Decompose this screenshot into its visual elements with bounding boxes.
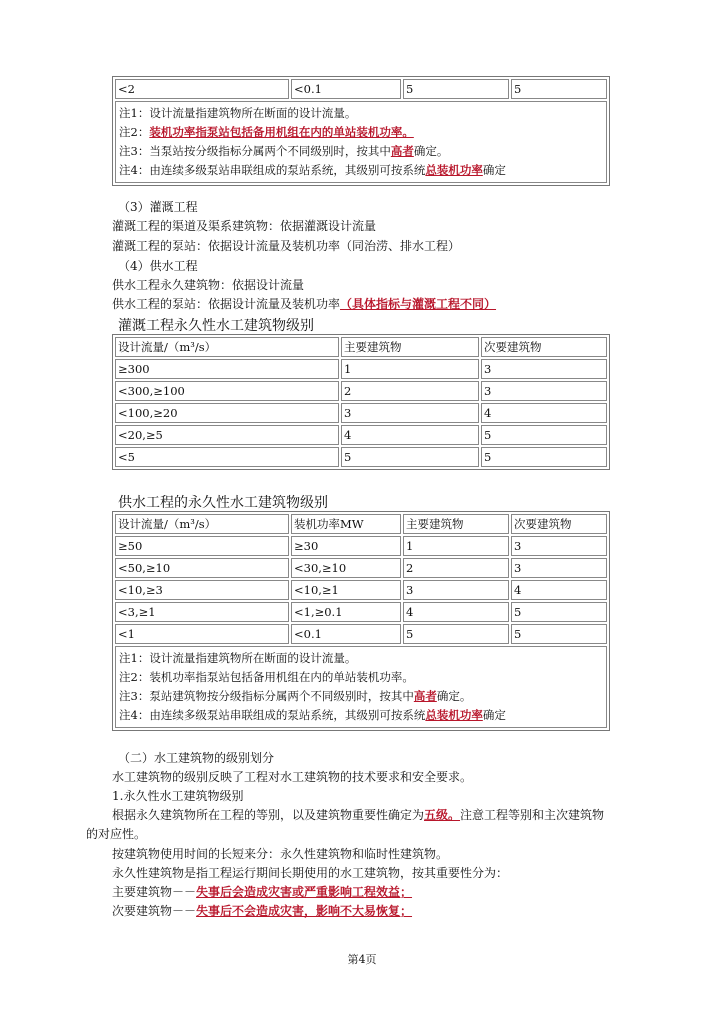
permanent-building-definition: 永久性建筑物是指工程运行期间长期使用的水工建筑物，按其重要性分为： [112,866,509,880]
table-cell: ≥50 [115,536,289,556]
water-supply-table-caption: 供水工程的永久性水工建筑物级别 [118,495,328,511]
table-row [115,425,607,445]
table-cell: 4 [511,580,607,600]
table-cell: 3 [403,580,509,600]
permanent-grade-paragraph: 根据永久建筑物所在工程的等别，以及建筑物重要性确定为五级。注意工程等别和主次建筑物 [112,808,605,822]
main-building-line: 主要建筑物－－失事后会造成灾害或严重影响工程效益； [112,885,413,899]
header-cell: 主要建筑物 [341,337,479,357]
table-cell: 5 [341,447,479,467]
table-cell: <300,≥100 [115,381,339,401]
table-header-row [115,337,607,357]
pump-station-grade-table-tail [112,76,610,186]
table-cell: 5 [511,624,607,644]
table-cell: 1 [403,536,509,556]
table-cell: 4 [481,403,607,423]
note-1: 注1：设计流量指建筑物所在断面的设计流量。 [119,651,357,665]
table-cell: ≥300 [115,359,339,379]
table-row [115,79,607,99]
table-header-row [115,514,607,534]
table-cell: 3 [511,558,607,578]
table-cell: <5 [115,447,339,467]
table-cell: 2 [403,558,509,578]
table-row [115,359,607,379]
irrigation-grade-table [112,334,610,470]
permanent-grade-paragraph-cont: 的对应性。 [86,827,147,841]
notes-row [115,646,607,728]
table-cell: 5 [403,79,509,99]
table-cell: 5 [403,624,509,644]
table-cell: <30,≥10 [291,558,401,578]
notes-row [115,101,607,183]
table-cell: <10,≥1 [291,580,401,600]
table-row [115,381,607,401]
permanent-grade-subheading: 1.永久性水工建筑物级别 [112,789,244,803]
table-row [115,447,607,467]
water-supply-line-2: 供水工程的泵站：依据设计流量及装机功率（具体指标与灌溉工程不同） [112,297,497,311]
water-supply-line-1: 供水工程永久建筑物：依据设计流量 [112,278,305,292]
note-4: 注4：由连续多级泵站串联组成的泵站系统，其级别可按系统总装机功率确定 [119,163,506,177]
header-cell: 设计流量/（m³/s） [115,337,339,357]
table-cell: 2 [341,381,479,401]
grade-division-heading: （二）水工建筑物的级别划分 [118,751,275,765]
table-cell: 3 [341,403,479,423]
table-cell: <10,≥3 [115,580,289,600]
table-cell: 5 [511,602,607,622]
irrigation-heading: （3）灌溉工程 [118,200,198,214]
table-row [115,558,607,578]
table-cell: 5 [481,425,607,445]
table-cell: 5 [481,447,607,467]
table-cell: 4 [341,425,479,445]
grade-division-intro: 水工建筑物的级别反映了工程对水工建筑物的技术要求和安全要求。 [112,770,473,784]
water-supply-grade-table [112,511,610,731]
note-2: 注2：装机功率指泵站包括备用机组在内的单站装机功率。 [119,670,414,684]
header-cell: 主要建筑物 [403,514,509,534]
secondary-building-line: 次要建筑物－－失事后不会造成灾害，影响不大易恢复； [112,904,413,918]
irrigation-table-caption: 灌溉工程永久性水工建筑物级别 [118,318,314,334]
note-3: 注3：泵站建筑物按分级指标分属两个不同级别时，按其中高者确定。 [119,689,472,703]
table-cell: 3 [481,359,607,379]
header-cell: 次要建筑物 [481,337,607,357]
note-1: 注1：设计流量指建筑物所在断面的设计流量。 [119,106,357,120]
note-4: 注4：由连续多级泵站串联组成的泵站系统，其级别可按系统总装机功率确定 [119,708,506,722]
table-cell: 3 [481,381,607,401]
table-cell: 3 [511,536,607,556]
table-row [115,602,607,622]
note-2: 注2：装机功率指泵站包括备用机组在内的单站装机功率。 [119,125,414,139]
table-cell: <20,≥5 [115,425,339,445]
header-cell: 设计流量/（m³/s） [115,514,289,534]
table-row [115,536,607,556]
notes-cell [115,646,607,728]
note-3: 注3：当泵站按分级指标分属两个不同级别时，按其中高者确定。 [119,144,449,158]
table-cell: <50,≥10 [115,558,289,578]
page-number: 第4页 [347,953,377,966]
header-cell: 次要建筑物 [511,514,607,534]
header-cell: 装机功率MW [291,514,401,534]
table-cell: <3,≥1 [115,602,289,622]
table-cell: 5 [511,79,607,99]
table-cell: 4 [403,602,509,622]
table-row [115,580,607,600]
irrigation-line-2: 灌溉工程的泵站：依据设计流量及装机功率（同治涝、排水工程） [112,239,461,253]
table-cell: <0.1 [291,624,401,644]
table-cell: 1 [341,359,479,379]
usage-duration-paragraph: 按建筑物使用时间的长短来分：永久性建筑物和临时性建筑物。 [112,847,449,861]
table-row [115,624,607,644]
table-cell: <100,≥20 [115,403,339,423]
notes-cell [115,101,607,183]
table-cell: ≥30 [291,536,401,556]
table-cell: <1,≥0.1 [291,602,401,622]
table-row [115,403,607,423]
table-cell: <2 [115,79,289,99]
water-supply-heading: （4）供水工程 [118,259,198,273]
irrigation-line-1: 灌溉工程的渠道及渠系建筑物：依据灌溉设计流量 [112,219,377,233]
table-cell: <1 [115,624,289,644]
table-cell: <0.1 [291,79,401,99]
